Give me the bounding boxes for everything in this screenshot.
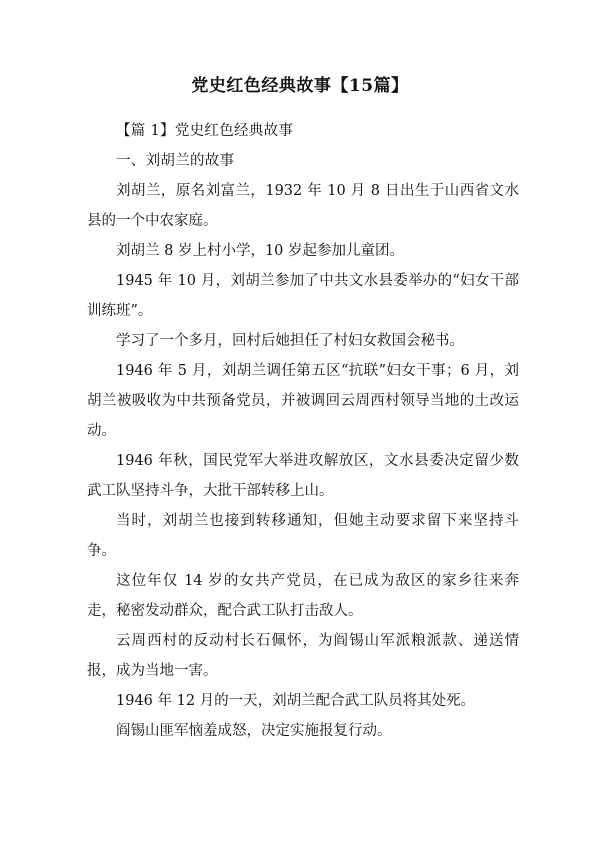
section-heading: 【篇 1】党史红色经典故事: [116, 123, 294, 139]
paragraph: 云周西村的反动村长石佩怀，为阎锡山军派粮派款、递送情报，成为当地一害。: [87, 633, 519, 679]
paragraph: 学习了一个多月，回村后她担任了村妇女救国会秘书。: [116, 333, 464, 349]
subheading: 一、刘胡兰的故事: [116, 153, 235, 169]
paragraph: 刘胡兰 8 岁上村小学，10 岁起参加儿童团。: [116, 243, 405, 259]
paragraph: 阎锡山匪军恼羞成怒，决定实施报复行动。: [116, 723, 392, 739]
document-title: 党史红色经典故事【15篇】: [191, 76, 409, 96]
paragraph: 1946 年 5 月，刘胡兰调任第五区“抗联”妇女干事；6 月，刘胡兰被吸收为中共预备党员，并被调回云周西村领导当地的土改运动。: [87, 363, 519, 439]
paragraph: 当时，刘胡兰也接到转移通知，但她主动要求留下来坚持斗争。: [87, 513, 519, 559]
paragraph: 刘胡兰，原名刘富兰，1932 年 10 月 8 日出生于山西省文水县的一个中农家庭。: [87, 183, 519, 229]
paragraph: 1946 年 12 月的一天，刘胡兰配合武工队员将其处死。: [116, 693, 476, 709]
document-body: [87, 116, 519, 746]
paragraph: 这位年仅 14 岁的女共产党员，在已成为敌区的家乡往来奔走，秘密发动群众，配合武工队打击敌人。: [87, 573, 519, 619]
paragraph: 1945 年 10 月，刘胡兰参加了中共文水县委举办的“妇女干部训练班”。: [87, 273, 519, 319]
paragraph: 1946 年秋，国民党军大举进攻解放区，文水县委决定留少数武工队坚持斗争，大批干部转移上山。: [87, 453, 519, 499]
